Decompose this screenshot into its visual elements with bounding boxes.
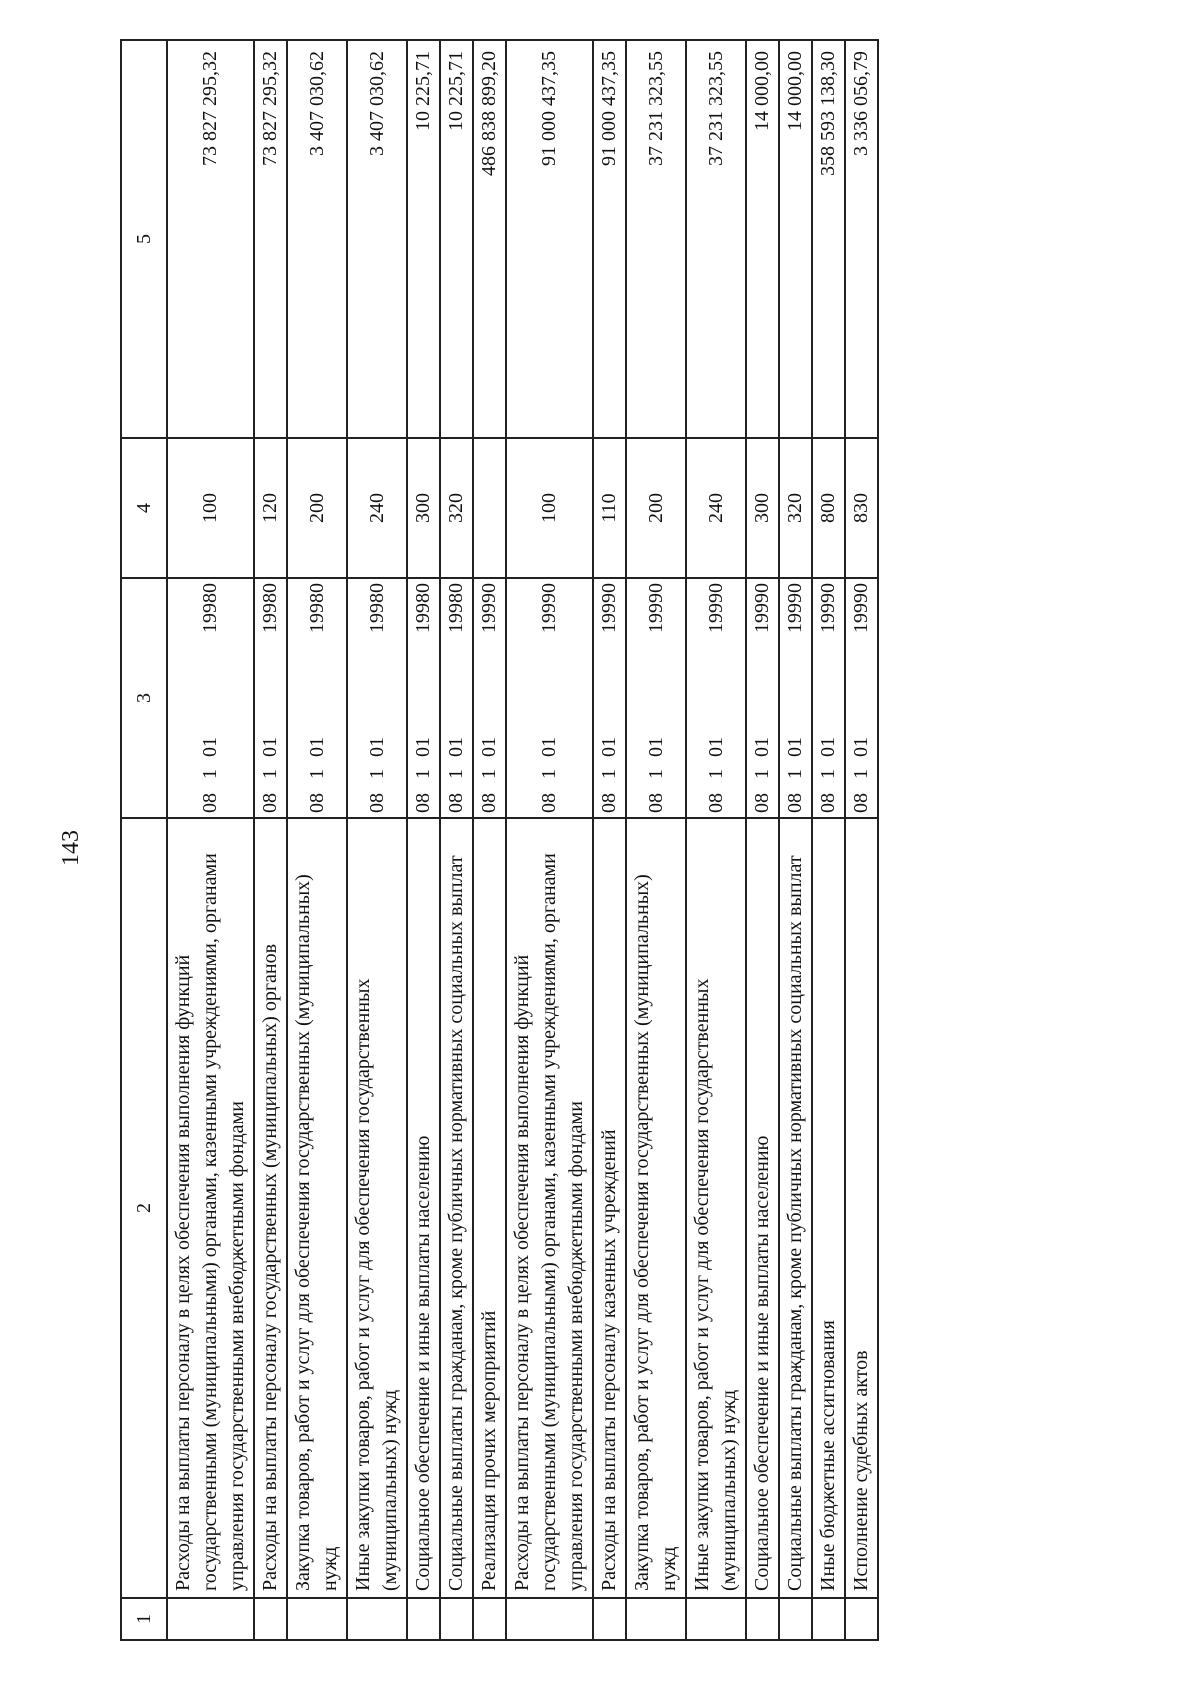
table-row <box>473 40 506 1640</box>
table-row <box>347 40 407 1640</box>
table-row <box>686 40 746 1640</box>
code-part-2: 1 <box>704 769 727 779</box>
code-part-3: 01 <box>259 737 281 757</box>
row-name-cell: Иные закупки товаров, работ и услуг для обеспечения государственных (муниципальных) нужд <box>686 818 746 1598</box>
row-code-cell <box>473 578 506 818</box>
code-part-1: 08 <box>598 793 620 813</box>
row-name-cell: Иные бюджетные ассигнования <box>812 818 845 1598</box>
row-code-cell <box>407 578 440 818</box>
code-part-1: 08 <box>538 793 560 813</box>
row-code-cell <box>746 578 779 818</box>
row-code-cell <box>167 578 254 818</box>
code-part-4: 19990 <box>598 583 620 633</box>
row-index-cell <box>473 1598 506 1640</box>
code-part-2: 1 <box>644 769 667 779</box>
code-part-3: 01 <box>365 737 388 757</box>
row-amount-cell: 10 225,71 <box>440 40 473 438</box>
row-amount-cell: 3 407 030,62 <box>347 40 407 438</box>
budget-table <box>120 39 879 1641</box>
code-part-1: 08 <box>199 793 221 813</box>
row-type-cell: 200 <box>626 438 686 578</box>
row-index-cell <box>593 1598 626 1640</box>
row-code-cell <box>812 578 845 818</box>
row-index-cell <box>812 1598 845 1640</box>
row-name-cell: Иные закупки товаров, работ и услуг для обеспечения государственных (муниципальных) нужд <box>347 818 407 1598</box>
code-part-3: 01 <box>704 737 727 757</box>
code-part-2: 1 <box>199 769 221 779</box>
code-part-4: 19980 <box>305 583 328 633</box>
code-part-2: 1 <box>412 769 434 779</box>
row-code-cell <box>626 578 686 818</box>
row-type-cell: 830 <box>845 438 878 578</box>
code-part-1: 08 <box>704 793 727 813</box>
row-code-cell <box>347 578 407 818</box>
code-part-2: 1 <box>478 769 500 779</box>
table-body <box>167 40 878 1640</box>
code-part-3: 01 <box>445 737 467 757</box>
row-index-cell <box>506 1598 593 1640</box>
row-code-cell <box>845 578 878 818</box>
row-amount-cell: 3 407 030,62 <box>287 40 347 438</box>
row-name-cell: Социальные выплаты гражданам, кроме публичных нормативных социальных выплат <box>440 818 473 1598</box>
row-name-cell: Расходы на выплаты персоналу государственных (муниципальных) органов <box>254 818 287 1598</box>
table-row <box>845 40 878 1640</box>
code-part-4: 19990 <box>784 583 806 633</box>
table-row <box>407 40 440 1640</box>
row-type-cell: 320 <box>440 438 473 578</box>
row-amount-cell: 486 838 899,20 <box>473 40 506 438</box>
code-part-2: 1 <box>365 769 388 779</box>
code-part-2: 1 <box>751 769 773 779</box>
code-part-1: 08 <box>305 793 328 813</box>
code-part-1: 08 <box>412 793 434 813</box>
row-type-cell: 240 <box>347 438 407 578</box>
row-code-cell <box>440 578 473 818</box>
header-row <box>121 40 167 1640</box>
row-type-cell <box>473 438 506 578</box>
row-amount-cell: 14 000,00 <box>746 40 779 438</box>
row-index-cell <box>746 1598 779 1640</box>
code-part-2: 1 <box>784 769 806 779</box>
header-col-3: 3 <box>121 578 167 818</box>
code-part-4: 19990 <box>538 583 560 633</box>
page-number: 143 <box>58 830 84 866</box>
row-index-cell <box>779 1598 812 1640</box>
code-part-3: 01 <box>784 737 806 757</box>
code-part-2: 1 <box>305 769 328 779</box>
code-part-4: 19990 <box>751 583 773 633</box>
code-part-3: 01 <box>538 737 560 757</box>
row-index-cell <box>287 1598 347 1640</box>
row-type-cell: 200 <box>287 438 347 578</box>
row-index-cell <box>440 1598 473 1640</box>
row-amount-cell: 358 593 138,30 <box>812 40 845 438</box>
code-part-4: 19980 <box>365 583 388 633</box>
code-part-1: 08 <box>445 793 467 813</box>
row-name-cell: Социальное обеспечение и иные выплаты населению <box>746 818 779 1598</box>
row-code-cell <box>593 578 626 818</box>
code-part-3: 01 <box>412 737 434 757</box>
table-row <box>779 40 812 1640</box>
header-col-4: 4 <box>121 438 167 578</box>
row-type-cell: 300 <box>407 438 440 578</box>
table-row <box>812 40 845 1640</box>
code-part-1: 08 <box>644 793 667 813</box>
code-part-3: 01 <box>644 737 667 757</box>
code-part-2: 1 <box>817 769 839 779</box>
code-part-4: 19990 <box>817 583 839 633</box>
table-row <box>440 40 473 1640</box>
row-amount-cell: 73 827 295,32 <box>254 40 287 438</box>
row-name-cell: Расходы на выплаты персоналу казенных учреждений <box>593 818 626 1598</box>
row-index-cell <box>626 1598 686 1640</box>
code-part-3: 01 <box>751 737 773 757</box>
code-part-2: 1 <box>598 769 620 779</box>
row-amount-cell: 14 000,00 <box>779 40 812 438</box>
row-name-cell: Закупка товаров, работ и услуг для обеспечения государственных (муниципальных) нужд <box>626 818 686 1598</box>
row-type-cell: 320 <box>779 438 812 578</box>
row-type-cell: 110 <box>593 438 626 578</box>
row-code-cell <box>686 578 746 818</box>
table-row <box>506 40 593 1640</box>
row-name-cell: Расходы на выплаты персоналу в целях обеспечения выполнения функций государственными (муниципальными) органами, казенными учреждениями, органами управления государственными внебюджетными фондами <box>506 818 593 1598</box>
header-col-2: 2 <box>121 818 167 1598</box>
code-part-2: 1 <box>538 769 560 779</box>
row-amount-cell: 3 336 056,79 <box>845 40 878 438</box>
table-row <box>167 40 254 1640</box>
row-index-cell <box>845 1598 878 1640</box>
code-part-4: 19980 <box>199 583 221 633</box>
code-part-1: 08 <box>259 793 281 813</box>
row-type-cell: 800 <box>812 438 845 578</box>
table-row <box>254 40 287 1640</box>
code-part-1: 08 <box>478 793 500 813</box>
code-part-4: 19990 <box>644 583 667 633</box>
code-part-4: 19980 <box>259 583 281 633</box>
row-amount-cell: 73 827 295,32 <box>167 40 254 438</box>
table-row <box>746 40 779 1640</box>
row-code-cell <box>254 578 287 818</box>
code-part-3: 01 <box>478 737 500 757</box>
row-amount-cell: 91 000 437,35 <box>593 40 626 438</box>
row-name-cell: Реализация прочих мероприятий <box>473 818 506 1598</box>
row-name-cell: Расходы на выплаты персоналу в целях обеспечения выполнения функций государственными (муниципальными) органами, казенными учреждениями, органами управления государственными внебюджетными фондами <box>167 818 254 1598</box>
code-part-3: 01 <box>598 737 620 757</box>
table-row <box>626 40 686 1640</box>
row-code-cell <box>287 578 347 818</box>
row-type-cell: 120 <box>254 438 287 578</box>
row-index-cell <box>407 1598 440 1640</box>
code-part-4: 19990 <box>850 583 872 633</box>
code-part-1: 08 <box>751 793 773 813</box>
row-name-cell: Закупка товаров, работ и услуг для обеспечения государственных (муниципальных) нужд <box>287 818 347 1598</box>
code-part-4: 19990 <box>478 583 500 633</box>
row-amount-cell: 10 225,71 <box>407 40 440 438</box>
header-col-5: 5 <box>121 40 167 438</box>
row-index-cell <box>686 1598 746 1640</box>
row-type-cell: 300 <box>746 438 779 578</box>
code-part-4: 19980 <box>412 583 434 633</box>
row-name-cell: Исполнение судебных актов <box>845 818 878 1598</box>
row-amount-cell: 91 000 437,35 <box>506 40 593 438</box>
row-amount-cell: 37 231 323,55 <box>686 40 746 438</box>
code-part-1: 08 <box>817 793 839 813</box>
code-part-3: 01 <box>305 737 328 757</box>
table-row <box>287 40 347 1640</box>
code-part-2: 1 <box>850 769 872 779</box>
code-part-3: 01 <box>199 737 221 757</box>
code-part-1: 08 <box>850 793 872 813</box>
code-part-2: 1 <box>259 769 281 779</box>
row-code-cell <box>506 578 593 818</box>
header-col-1: 1 <box>121 1598 167 1640</box>
code-part-4: 19980 <box>445 583 467 633</box>
code-part-3: 01 <box>850 737 872 757</box>
row-name-cell: Социальное обеспечение и иные выплаты населению <box>407 818 440 1598</box>
row-type-cell: 100 <box>167 438 254 578</box>
code-part-4: 19990 <box>704 583 727 633</box>
code-part-1: 08 <box>784 793 806 813</box>
row-name-cell: Социальные выплаты гражданам, кроме публичных нормативных социальных выплат <box>779 818 812 1598</box>
row-code-cell <box>779 578 812 818</box>
row-type-cell: 100 <box>506 438 593 578</box>
code-part-3: 01 <box>817 737 839 757</box>
code-part-1: 08 <box>365 793 388 813</box>
row-index-cell <box>254 1598 287 1640</box>
row-type-cell: 240 <box>686 438 746 578</box>
row-amount-cell: 37 231 323,55 <box>626 40 686 438</box>
row-index-cell <box>347 1598 407 1640</box>
table-row <box>593 40 626 1640</box>
code-part-2: 1 <box>445 769 467 779</box>
row-index-cell <box>167 1598 254 1640</box>
